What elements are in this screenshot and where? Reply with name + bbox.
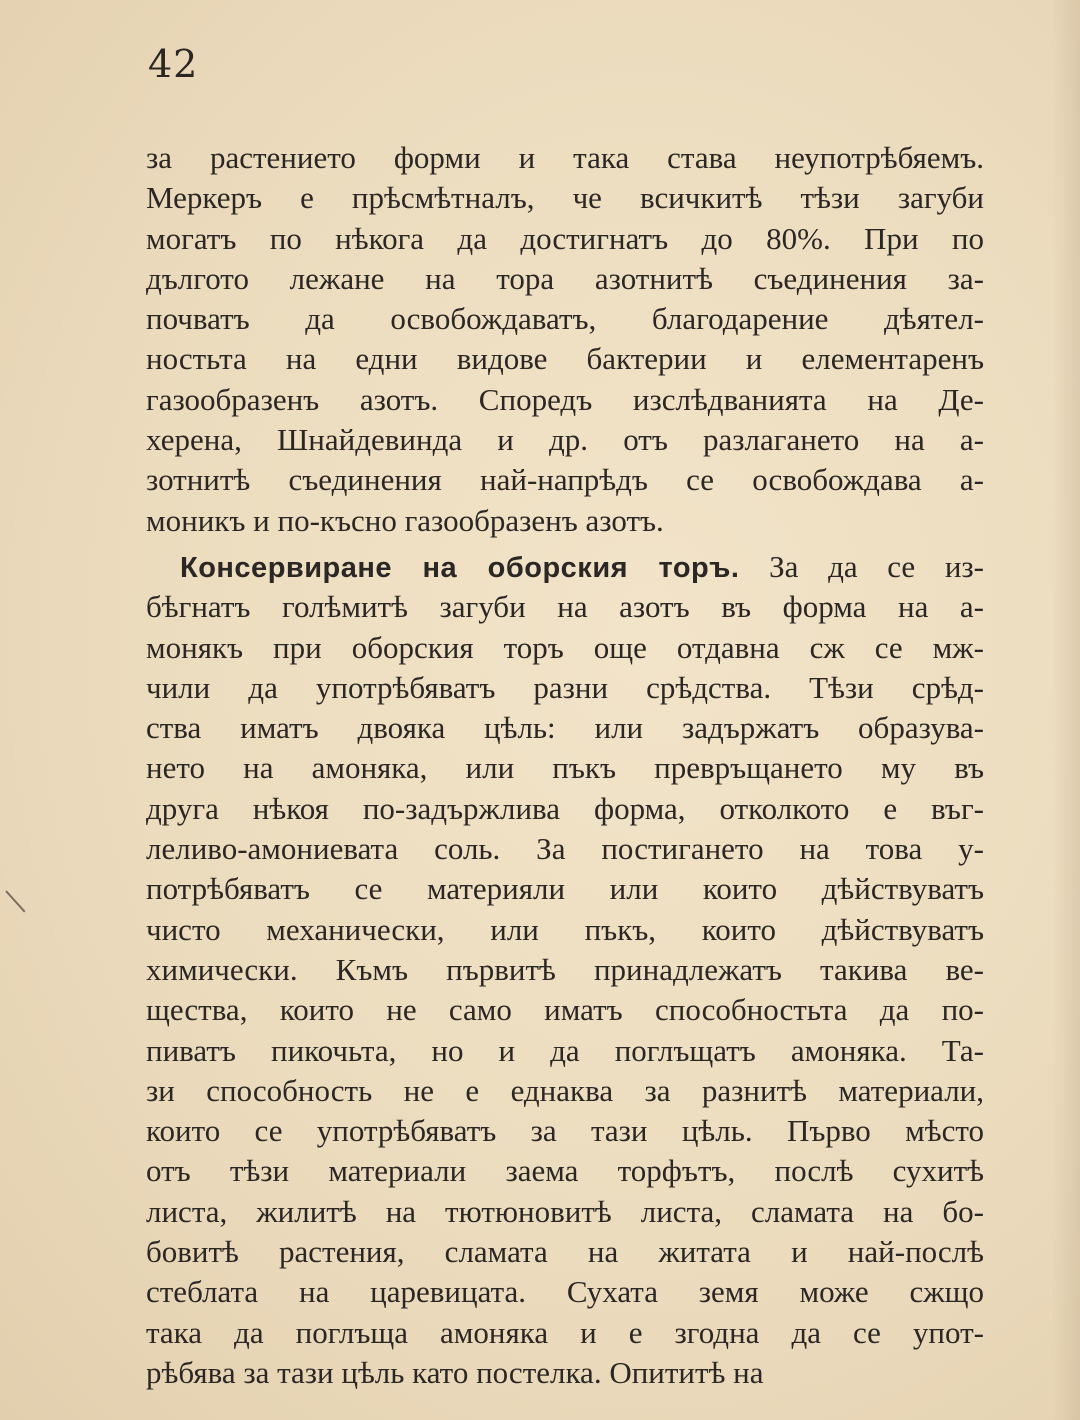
text-line: ностьта на едни видове бактерии и елементаренъ: [146, 341, 984, 377]
text-line: чили да употрѣбяватъ разни срѣдства. Тѣзи срѣд-: [146, 669, 984, 705]
text-line: отъ тѣзи материали заема торфътъ, послѣ сухитѣ: [146, 1153, 984, 1189]
text-line: нето на амоняка, или пъкъ превръщането му въ: [146, 750, 984, 786]
text-line: друга нѣкоя по-задържлива форма, отколкото е въг-: [146, 790, 984, 826]
text-line: стеблата на царевицата. Сухата земя може сжщо: [146, 1274, 984, 1310]
text-line: монякъ при оборския торъ още отдавна сж се мж-: [146, 629, 984, 665]
text-line: зи способность не е еднаква за разнитѣ материали,: [146, 1072, 984, 1108]
text-block: [146, 138, 984, 1393]
text-line: почватъ да освобождаватъ, благодарение дѣятел-: [146, 301, 984, 337]
text-line: газообразенъ азотъ. Споредъ изслѣдванията на Де-: [146, 381, 984, 417]
text-line: пиватъ пикочьта, но и да поглъщатъ амоняка. Та-: [146, 1032, 984, 1068]
text-line: леливо-амониевата соль. За постигането на това у-: [146, 831, 984, 867]
text-line: Меркеръ е прѣсмѣтналъ, че всичкитѣ тѣзи загуби: [146, 180, 984, 216]
page-number: 42: [148, 42, 199, 86]
text-line: за растението форми и така става неупотрѣбяемъ.: [146, 140, 984, 175]
text-line: ства иматъ двояка цѣль: или задържатъ образува-: [146, 710, 984, 746]
text-line: чисто механически, или пъкъ, които дѣйствуватъ: [146, 911, 984, 947]
section-heading-line: [146, 547, 984, 587]
text-line: щества, които не само иматъ способностьта да по-: [146, 992, 984, 1028]
text-line: химически. Къмъ първитѣ принадлежатъ такива ве-: [146, 951, 984, 987]
heading-line-rest: За да се из-: [739, 548, 984, 584]
text-line: рѣбява за тази цѣль като постелка. Опититѣ на: [146, 1354, 764, 1390]
text-line: бовитѣ растения, сламата на житата и най-послѣ: [146, 1234, 984, 1270]
text-line: моникъ и по-късно газообразенъ азотъ.: [146, 502, 664, 538]
text-line: листа, жилитѣ на тютюновитѣ листа, сламата на бо-: [146, 1193, 984, 1229]
text-line: така да поглъща амоняка и е згодна да се упот-: [146, 1314, 984, 1350]
text-line: могатъ по нѣкога да достигнатъ до 80%. При по: [146, 220, 984, 256]
margin-mark: [5, 890, 25, 912]
text-line: потрѣбяватъ се материяли или които дѣйствуватъ: [146, 871, 984, 907]
text-line: които се употрѣбяватъ за тази цѣль. Първо мѣсто: [146, 1113, 984, 1149]
text-line: бѣгнатъ голѣмитѣ загуби на азотъ въ форма на а-: [146, 589, 984, 625]
section-heading: Консервиране на оборския торъ.: [180, 551, 740, 584]
text-line: херена, Шнайдевинда и др. отъ разлагането на а-: [146, 422, 984, 458]
page-edge-shadow: [1052, 0, 1080, 1420]
text-line: зотнитѣ съединения най-напрѣдъ се освобождава а-: [146, 462, 984, 498]
text-line: дългото лежане на тора азотнитѣ съединения за-: [146, 260, 984, 296]
